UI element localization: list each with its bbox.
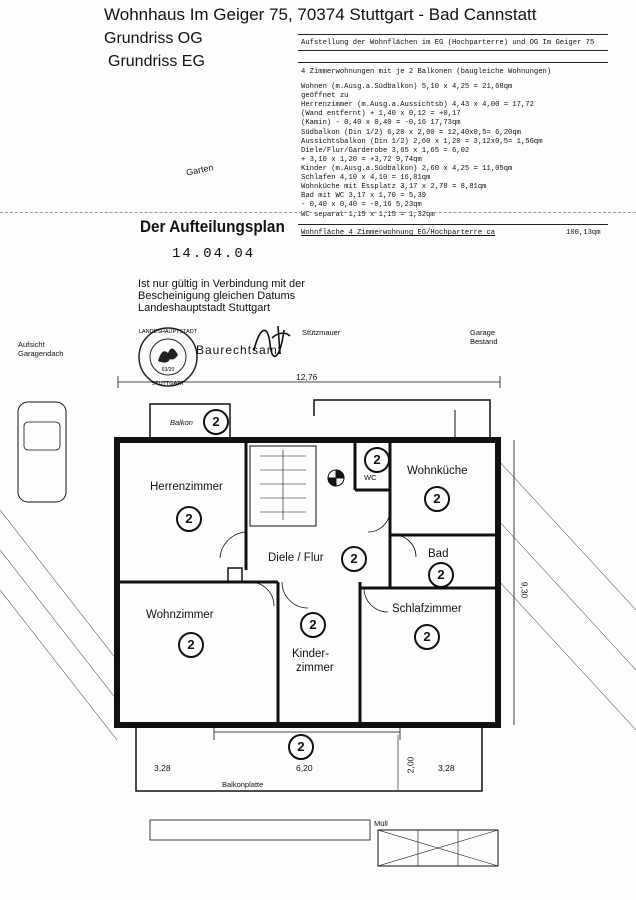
table-row: Diele/Flur/Garderobe 3,65 x 1,65 = 6,02 — [301, 147, 470, 155]
room-wohnzimmer: Wohnzimmer — [146, 609, 214, 621]
unit-number-badge: 2 — [428, 562, 454, 588]
label-garagendach: Garagendach — [18, 349, 64, 358]
stamp-text: Ist nur gültig in Verbindung mit der Bescheinigung gleichen Datums Landeshauptstadt Stuttgart — [138, 278, 305, 314]
area-table-title: Aufstellung der Wohnflächen im EG (Hochparterre) und OG Im Geiger 75 — [301, 39, 595, 47]
divider — [0, 212, 636, 213]
unit-number-badge: 2 — [176, 506, 202, 532]
table-row: (Kamin) - 0,40 x 0,40 = -0,16 17,73qm — [301, 119, 461, 127]
label-garage: Garage — [470, 328, 496, 337]
total-value: 100,13qm — [566, 229, 601, 237]
table-row: Wohnküche mit Essplatz 3,17 x 2,78 = 8,81qm — [301, 183, 487, 191]
total-label: Wohnfläche 4 Zimmerwohnung EG/Hochparterre ca — [301, 229, 496, 237]
unit-number-badge: 2 — [300, 612, 326, 638]
label-bestand: Bestand — [470, 337, 498, 346]
table-row: Kinder (m.Ausg.a.Südbalkon) 2,60 x 4,25 = 11,05qm — [301, 165, 513, 173]
table-row: (Wand entfernt) + 1,40 x 0,12 = +0,17 — [301, 110, 461, 118]
room-kinder: Kinder- — [292, 648, 330, 660]
unit-number-badge: 2 — [178, 632, 204, 658]
svg-text:STUTTGART: STUTTGART — [151, 381, 185, 387]
table-row: + 3,10 x 1,20 = +3,72 9,74qm — [301, 156, 422, 164]
dim-center-balcony: 6,20 — [296, 763, 313, 773]
table-row: Aussichtsbalkon (Din 1/2) 2,60 x 1,20 = 3,12x0,5= 1,56qm — [301, 138, 543, 146]
room-wohnkueche: Wohnküche — [407, 465, 468, 477]
table-row: Südbalkon (Din 1/2) 6,20 x 2,00 = 12,40x0,5= 6,20qm — [301, 129, 521, 137]
stamp-date: 14.04.04 — [172, 246, 256, 262]
garden-label: Garten — [185, 162, 215, 178]
table-row: WC separat 1,15 x 1,15 = 1,32qm — [301, 211, 435, 219]
table-row: Schlafen 4,10 x 4,10 = 16,81qm — [301, 174, 431, 182]
subtitle-eg: Grundriss EG — [108, 53, 205, 70]
document-title: Wohnhaus Im Geiger 75, 70374 Stuttgart - Bad Cannstatt — [104, 5, 537, 24]
room-schlafzimmer: Schlafzimmer — [392, 603, 462, 615]
table-row: Herrenzimmer (m.Ausg.a.Aussichtsb) 4,43 x 4,00 = 17,72 — [301, 101, 534, 109]
room-bad: Bad — [428, 548, 449, 560]
unit-number-badge: 2 — [341, 546, 367, 572]
table-row: geöffnet zu — [301, 92, 349, 100]
table-row: Wohnen (m.Ausg.a.Südbalkon) 5,10 x 4,25 = 21,68qm — [301, 83, 513, 91]
svg-text:63/20: 63/20 — [161, 367, 175, 373]
unit-number-badge: 2 — [424, 486, 450, 512]
unit-number-badge: 2 — [288, 734, 314, 760]
stamp-authority: Baurechtsamt — [196, 343, 283, 357]
label-balkon: Balkon — [170, 418, 193, 427]
unit-number-badge: 2 — [364, 447, 390, 473]
dim-width-top: 12,76 — [296, 372, 318, 382]
table-row: - 0,40 x 0,40 = -0,16 5,23qm — [301, 201, 422, 209]
dim-right-balcony: 3,28 — [438, 763, 455, 773]
unit-number-badge: 2 — [203, 409, 229, 435]
label-muell: Müll — [374, 819, 388, 828]
label-balkonplatte: Balkonplatte — [222, 780, 264, 789]
label-aufsicht: Aufsicht — [18, 340, 45, 349]
table-row: Bad mit WC 3,17 x 1,70 = 5,39 — [301, 192, 427, 200]
svg-text:LANDESHAUPTSTADT: LANDESHAUPTSTADT — [138, 329, 198, 335]
label-stuetzmauer: Stützmauer — [302, 328, 341, 337]
dim-left-balcony: 3,28 — [154, 763, 171, 773]
signature — [250, 320, 294, 364]
room-kinder-2: zimmer — [296, 662, 334, 674]
unit-number-badge: 2 — [414, 624, 440, 650]
plan-stamp-title: Der Aufteilungsplan — [140, 217, 285, 236]
room-diele: Diele / Flur — [268, 552, 324, 564]
dim-depth: 9,30 — [519, 581, 530, 599]
dim-balcony-depth: 2,00 — [405, 756, 416, 774]
area-table-subtitle: 4 Zimmerwohnungen mit je 2 Balkonen (baugleiche Wohnungen) — [301, 68, 552, 76]
subtitle-og: Grundriss OG — [104, 30, 203, 47]
room-herrenzimmer: Herrenzimmer — [150, 481, 223, 493]
room-wc: WC — [364, 473, 377, 482]
